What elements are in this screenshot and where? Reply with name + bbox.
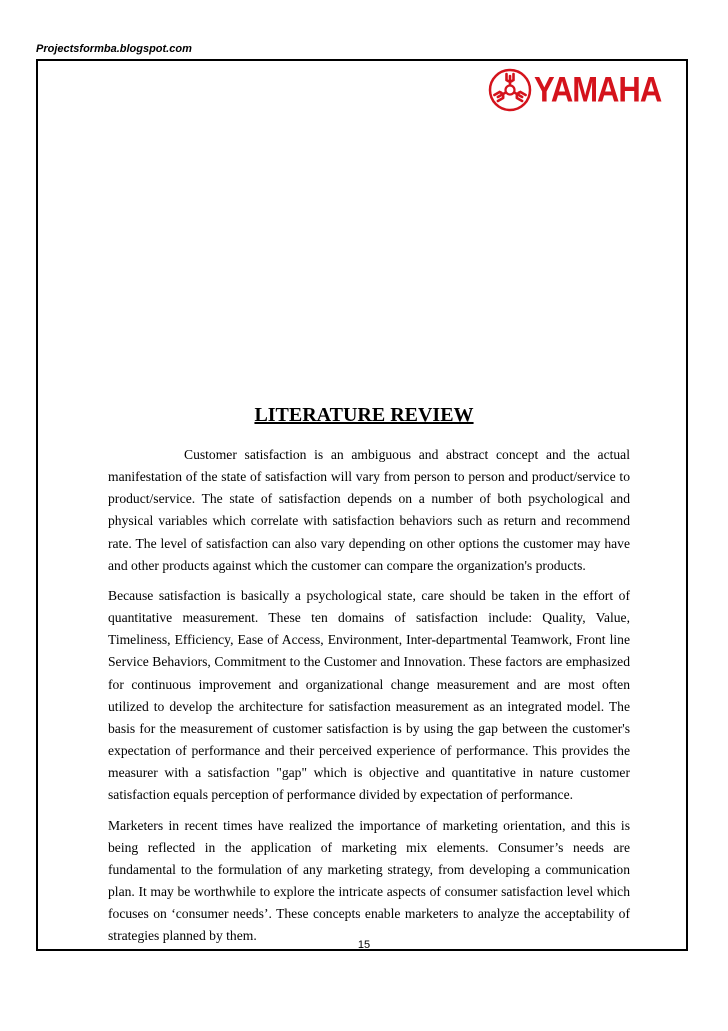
site-header: Projectsformba.blogspot.com	[36, 43, 192, 55]
body-text	[108, 444, 630, 955]
section-title-text: LITERATURE REVIEW	[254, 404, 474, 426]
yamaha-logo	[488, 67, 680, 113]
paragraph-2: Because satisfaction is basically a psychological state, care should be taken in the effort of quantitative measurement. These ten domains of satisfaction include: Quality, Value, Timeliness, Efficiency, Ease of Access, Environment, Inter-departmental Teamwork, Front line Service Behaviors, Commitment to the Customer and Innovation. These factors are emphasized for continuous improvement and organizational change measurement and are most often utilized to develop the architecture for satisfaction measurement as an integrated model. The basis for the measurement of customer satisfaction is by using the gap between the customer's expectation of performance and their perceived experience of performance. This provides the measurer with a satisfaction "gap" which is objective and quantitative in nature customer satisfaction equals perception of performance divided by expectation of performance.	[108, 587, 630, 803]
paragraph-3: Marketers in recent times have realized the importance of marketing orientation, and this is being reflected in the application of marketing mix elements. Consumer’s needs are fundamental to the formulation of any marketing strategy, from developing a communication plan. It may be worthwhile to explore the intricate aspects of consumer satisfaction level which focuses on ‘consumer needs’. These concepts enable marketers to analyze the acceptability of strategies planned by them.	[108, 817, 630, 944]
yamaha-tuning-fork-emblem-icon	[488, 68, 532, 112]
paragraph-1: Customer satisfaction is an ambiguous and abstract concept and the actual manifestation of the state of satisfaction will vary from person to person and product/service to product/service. The state of satisfaction depends on a number of both psychological and physical variables which correlate with satisfaction behaviors such as return and recommend rate. The level of satisfaction can also vary depending on other options the customer may have and other products against which the customer can compare the organization's products.	[108, 447, 630, 573]
page-number: 15	[357, 939, 371, 951]
section-title	[0, 404, 728, 427]
logo-wordmark: YAMAHA	[534, 69, 662, 110]
